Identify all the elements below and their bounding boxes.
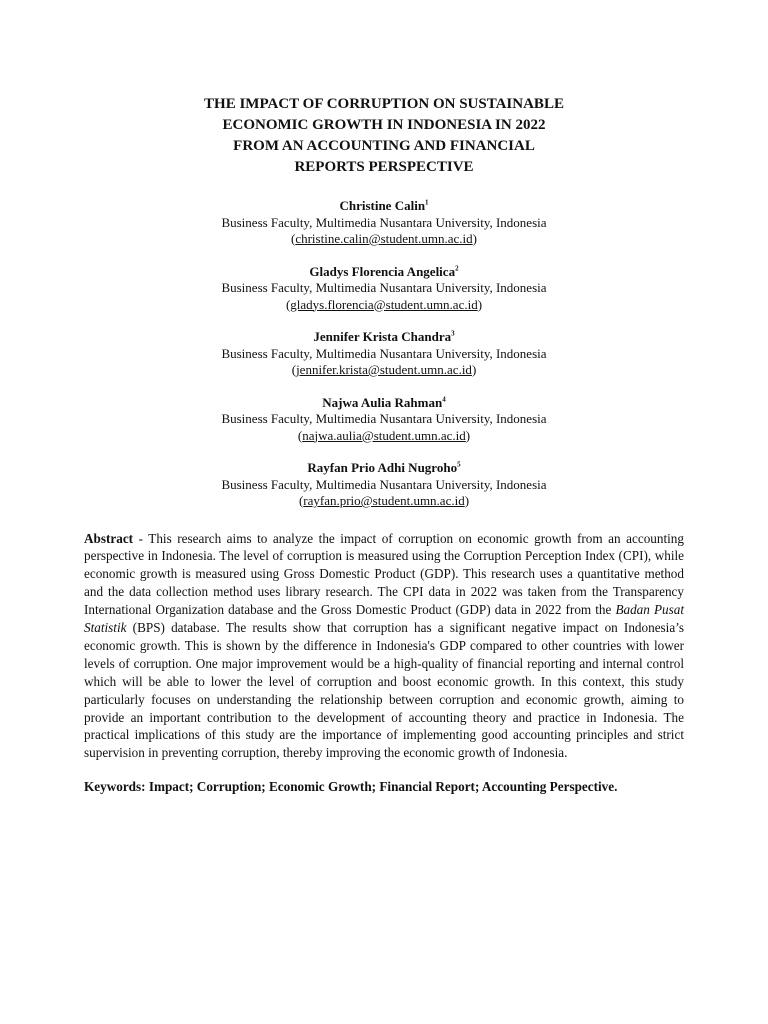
abstract-text: This research aims to analyze the impact of corruption on economic growth from an accounting perspective in Indonesia. The level of corruption is measured using the Corruption Perception Index (CPI), while economic growth is measured using Gross Domestic Product (GDP). This research uses a quantitative method and the data collection method uses library research. The CPI data in 2022 was taken from the Transparency International Organization database and the Gross Domestic Product (GDP) data in 2022 from the <box>84 530 684 618</box>
paper-title <box>84 94 684 178</box>
author-email-line: (gladys.florencia@student.umn.ac.id) <box>285 296 483 312</box>
title-line: THE IMPACT OF CORRUPTION ON SUSTAINABLE <box>204 96 564 112</box>
author-email-link[interactable]: gladys.florencia@student.umn.ac.id <box>290 296 478 312</box>
author-email-line: (christine.calin@student.umn.ac.id) <box>290 231 477 246</box>
author-superscript: 1 <box>425 198 429 207</box>
author-name: Jennifer Krista Chandra$^3$ <box>313 329 455 344</box>
title-line: FROM AN ACCOUNTING AND FINANCIAL <box>233 138 535 154</box>
author-affiliation: Business Faculty, Multimedia Nusantara University, Indonesia <box>221 476 547 492</box>
author-block <box>84 329 684 379</box>
author-superscript: 4 <box>442 395 446 404</box>
author-email-line: (najwa.aulia@student.umn.ac.id) <box>297 427 471 443</box>
author-email-link[interactable]: najwa.aulia@student.umn.ac.id <box>302 427 466 443</box>
author-superscript: 3 <box>451 329 455 338</box>
abstract-text-continued: (BPS) database. The results show that corruption has a significant negative impact on Indonesia’s economic growth. This is shown by the difference in Indonesia's GDP compared to other countries with lower levels of corruption. One major improvement would be a high-quality of financial reporting and internal control which will be able to lower the level of corruption and boost economic growth. In this context, this study particularly focuses on understanding the relationship between corruption and economic growth, aiming to provide an important contribution to the development of accounting theory and practice in Indonesia. The practical implications of this study are the importance of implementing good accounting principles and strict supervision in preventing corruption, thereby improving the economic growth of Indonesia. <box>84 620 684 761</box>
author-affiliation: Business Faculty, Multimedia Nusantara University, Indonesia <box>221 411 547 426</box>
author-email-link[interactable]: rayfan.prio@student.umn.ac.id <box>303 493 465 508</box>
author-name: Najwa Aulia Rahman$^4$ <box>322 394 446 410</box>
author-block <box>84 264 684 314</box>
author-name: Gladys Florencia Angelica$^2$ <box>309 263 459 279</box>
author-affiliation: Business Faculty, Multimedia Nusantara University, Indonesia <box>221 345 547 361</box>
author-affiliation: Business Faculty, Multimedia Nusantara University, Indonesia <box>221 280 547 295</box>
author-superscript: 2 <box>455 264 459 273</box>
author-superscript: 5 <box>457 460 461 469</box>
abstract-label: Abstract <box>84 530 134 546</box>
author-block <box>84 198 684 248</box>
abstract-paragraph <box>84 530 684 763</box>
author-email-link[interactable]: christine.calin@student.umn.ac.id <box>295 231 473 246</box>
keywords: Keywords: Impact; Corruption; Economic Growth; Financial Report; Accounting Perspective. <box>84 779 618 795</box>
author-affiliation: Business Faculty, Multimedia Nusantara University, Indonesia <box>221 214 547 230</box>
author-name: Rayfan Prio Adhi Nugroho$^5$ <box>307 460 461 475</box>
title-line: ECONOMIC GROWTH IN INDONESIA IN 2022 <box>222 117 546 133</box>
author-block <box>84 395 684 445</box>
title-line: REPORTS PERSPECTIVE <box>294 159 474 175</box>
abstract-italic-term: Badan Pusat Statistik <box>84 602 684 636</box>
author-email-line: (jennifer.krista@student.umn.ac.id) <box>291 362 477 377</box>
abstract-separator: - <box>133 530 149 546</box>
author-email-line: (rayfan.prio@student.umn.ac.id) <box>298 493 470 508</box>
author-name: Christine Calin$^1$ <box>339 198 429 213</box>
author-block <box>84 460 684 510</box>
author-email-link[interactable]: jennifer.krista@student.umn.ac.id <box>296 362 472 377</box>
